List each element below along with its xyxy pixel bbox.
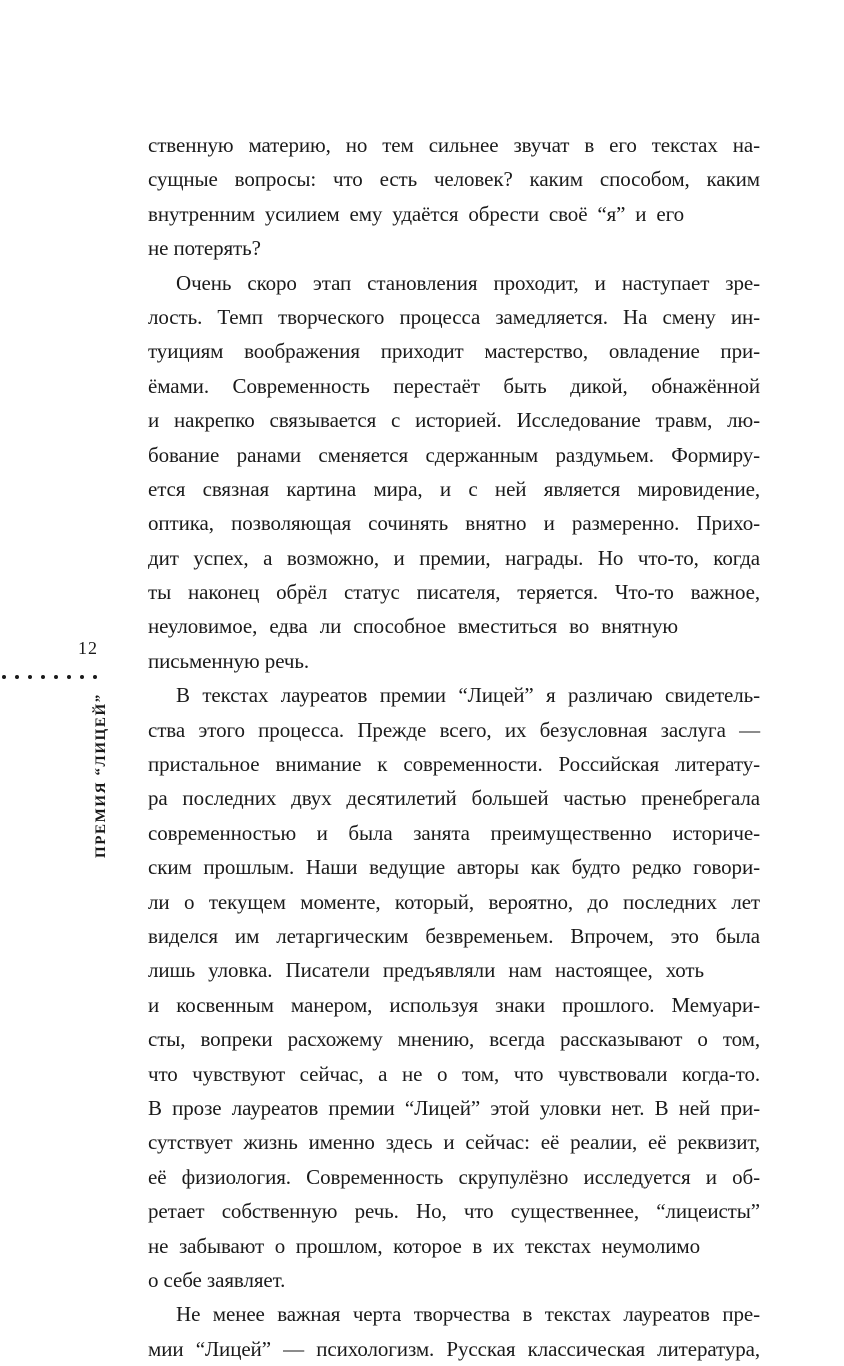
paragraph-first-line: Не менее важная черта творчества в текстах лауреатов пре-: [176, 1302, 760, 1327]
text-line: ства этого процесса. Прежде всего, их безусловная заслуга —: [148, 717, 760, 742]
text-line: не забывают о прошлом, которое в их текстах неумолимо: [148, 1233, 700, 1258]
text-line: её физиология. Современность скрупулёзно исследуется и об-: [148, 1164, 760, 1189]
text-line: современностью и была занята преимущественно историче-: [148, 820, 760, 845]
dot: [80, 675, 84, 679]
text-line: лишь уловка. Писатели предъявляли нам настоящее, хоть: [148, 958, 704, 983]
paragraph-first-line: Очень скоро этап становления проходит, и наступает зре-: [176, 270, 760, 295]
text-line: ра последних двух десятилетий большей частью пренебрегала: [148, 786, 760, 811]
text-line: сущные вопросы: что есть человек? каким способом, каким: [148, 167, 760, 192]
text-line: и косвенным манером, используя знаки прошлого. Мемуари-: [148, 992, 760, 1017]
text-line: бование ранами сменяется сдержанным раздумьем. Формиру-: [148, 442, 760, 467]
text-line: что чувствуют сейчас, а не о том, что чувствовали когда-то.: [148, 1061, 760, 1086]
text-line: ёмами. Современность перестаёт быть дикой, обнажённой: [148, 373, 760, 398]
text-line: туициям воображения приходит мастерство, овладение при-: [148, 339, 760, 364]
text-line: дит успех, а возможно, и премии, награды. Но что-то, когда: [148, 545, 760, 570]
text-line: ретает собственную речь. Но, что существеннее, “лицеисты”: [148, 1199, 760, 1224]
text-line: сутствует жизнь именно здесь и сейчас: её реалии, её реквизит,: [148, 1130, 760, 1155]
text-line: о себе заявляет.: [148, 1267, 286, 1292]
text-line: ли о текущем моменте, который, вероятно, до последних лет: [148, 889, 760, 914]
page-number: 12: [78, 638, 98, 658]
dot: [28, 675, 32, 679]
text-line: и накрепко связывается с историей. Исследование травм, лю-: [148, 408, 760, 433]
body-text: [148, 128, 760, 1366]
dotted-rule: [0, 673, 104, 681]
running-head: ПРЕМИЯ “ЛИЦЕЙ”: [93, 693, 109, 858]
text-line: пристальное внимание к современности. Российская литерату-: [148, 752, 760, 777]
text-line: лость. Темп творческого процесса замедляется. На смену ин-: [148, 304, 760, 329]
text-line: оптика, позволяющая сочинять внятно и размеренно. Прихо-: [148, 511, 760, 536]
text-line: не потерять?: [148, 236, 261, 261]
dot: [15, 675, 19, 679]
dot: [2, 675, 6, 679]
dot: [54, 675, 58, 679]
text-line: ским прошлым. Наши ведущие авторы как будто редко говори-: [148, 855, 760, 880]
text-line: виделся им летаргическим безвременьем. Впрочем, это была: [148, 923, 760, 948]
text-line: письменную речь.: [148, 648, 309, 673]
dot: [93, 675, 97, 679]
text-line: внутренним усилием ему удаётся обрести своё “я” и его: [148, 201, 684, 226]
dot: [67, 675, 71, 679]
text-line: ется связная картина мира, и с ней является мировидение,: [148, 476, 760, 501]
text-line: неуловимое, едва ли способное вместиться во внятную: [148, 614, 678, 639]
dot: [41, 675, 45, 679]
text-line: мии “Лицей” — психологизм. Русская классическая литература,: [148, 1336, 760, 1361]
text-line: В прозе лауреатов премии “Лицей” этой уловки нет. В ней при-: [148, 1095, 760, 1120]
text-line: ты наконец обрёл статус писателя, теряется. Что-то важное,: [148, 580, 760, 605]
text-line: ственную материю, но тем сильнее звучат в его текстах на-: [148, 133, 760, 157]
text-line: сты, вопреки расхожему мнению, всегда рассказывают о том,: [148, 1027, 760, 1052]
paragraph-first-line: В текстах лауреатов премии “Лицей” я различаю свидетель-: [176, 683, 760, 708]
